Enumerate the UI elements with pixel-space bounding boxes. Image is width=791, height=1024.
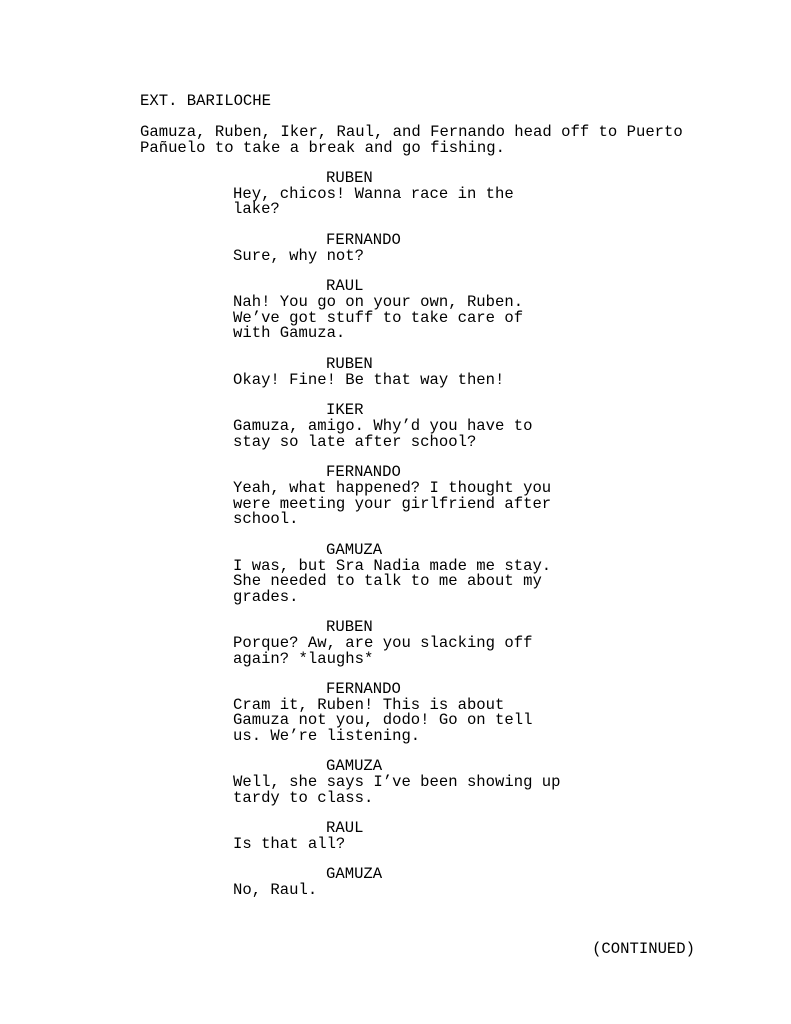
- dialogue-line: I was, but Sra Nadia made me stay.: [233, 557, 552, 575]
- dialogue-line: again? *laughs*: [233, 650, 374, 668]
- dialogue-line: Well, she says I’ve been showing up: [233, 773, 561, 791]
- dialogue-line: No, Raul.: [233, 881, 318, 899]
- character-name: RUBEN: [326, 169, 373, 187]
- character-name: RUBEN: [326, 355, 373, 373]
- dialogue-line: tardy to class.: [233, 789, 374, 807]
- character-name: FERNANDO: [326, 231, 401, 249]
- dialogue-line: Cram it, Ruben! This is about: [233, 696, 505, 714]
- dialogue-line: stay so late after school?: [233, 433, 477, 451]
- scene-heading: EXT. BARILOCHE: [140, 92, 272, 110]
- character-name: RAUL: [326, 277, 364, 295]
- dialogue-line: lake?: [233, 200, 280, 218]
- dialogue-line: We’ve got stuff to take care of: [233, 309, 524, 327]
- dialogue-line: Gamuza, amigo. Why’d you have to: [233, 417, 533, 435]
- continued-marker: (CONTINUED): [592, 940, 695, 958]
- character-name: FERNANDO: [326, 463, 401, 481]
- dialogue-line: Nah! You go on your own, Ruben.: [233, 293, 524, 311]
- dialogue-line: grades.: [233, 588, 299, 606]
- dialogue-line: school.: [233, 510, 299, 528]
- character-name: RAUL: [326, 819, 364, 837]
- character-name: IKER: [326, 401, 364, 419]
- character-name: GAMUZA: [326, 757, 383, 775]
- dialogue-line: Is that all?: [233, 835, 346, 853]
- dialogue-line: Porque? Aw, are you slacking off: [233, 634, 533, 652]
- action-line: Pañuelo to take a break and go fishing.: [140, 139, 505, 157]
- dialogue-line: Gamuza not you, dodo! Go on tell: [233, 711, 533, 729]
- dialogue-line: Okay! Fine! Be that way then!: [233, 371, 505, 389]
- dialogue-line: Hey, chicos! Wanna race in the: [233, 185, 514, 203]
- dialogue-line: with Gamuza.: [233, 324, 346, 342]
- dialogue-line: Yeah, what happened? I thought you: [233, 479, 552, 497]
- dialogue-line: were meeting your girlfriend after: [233, 495, 552, 513]
- character-name: GAMUZA: [326, 865, 383, 883]
- character-name: FERNANDO: [326, 680, 401, 698]
- dialogue-line: She needed to talk to me about my: [233, 572, 542, 590]
- character-name: GAMUZA: [326, 541, 383, 559]
- dialogue-line: Sure, why not?: [233, 247, 365, 265]
- action-line: Gamuza, Ruben, Iker, Raul, and Fernando head off to Puerto: [140, 123, 683, 141]
- dialogue-line: us. We’re listening.: [233, 727, 421, 745]
- character-name: RUBEN: [326, 618, 373, 636]
